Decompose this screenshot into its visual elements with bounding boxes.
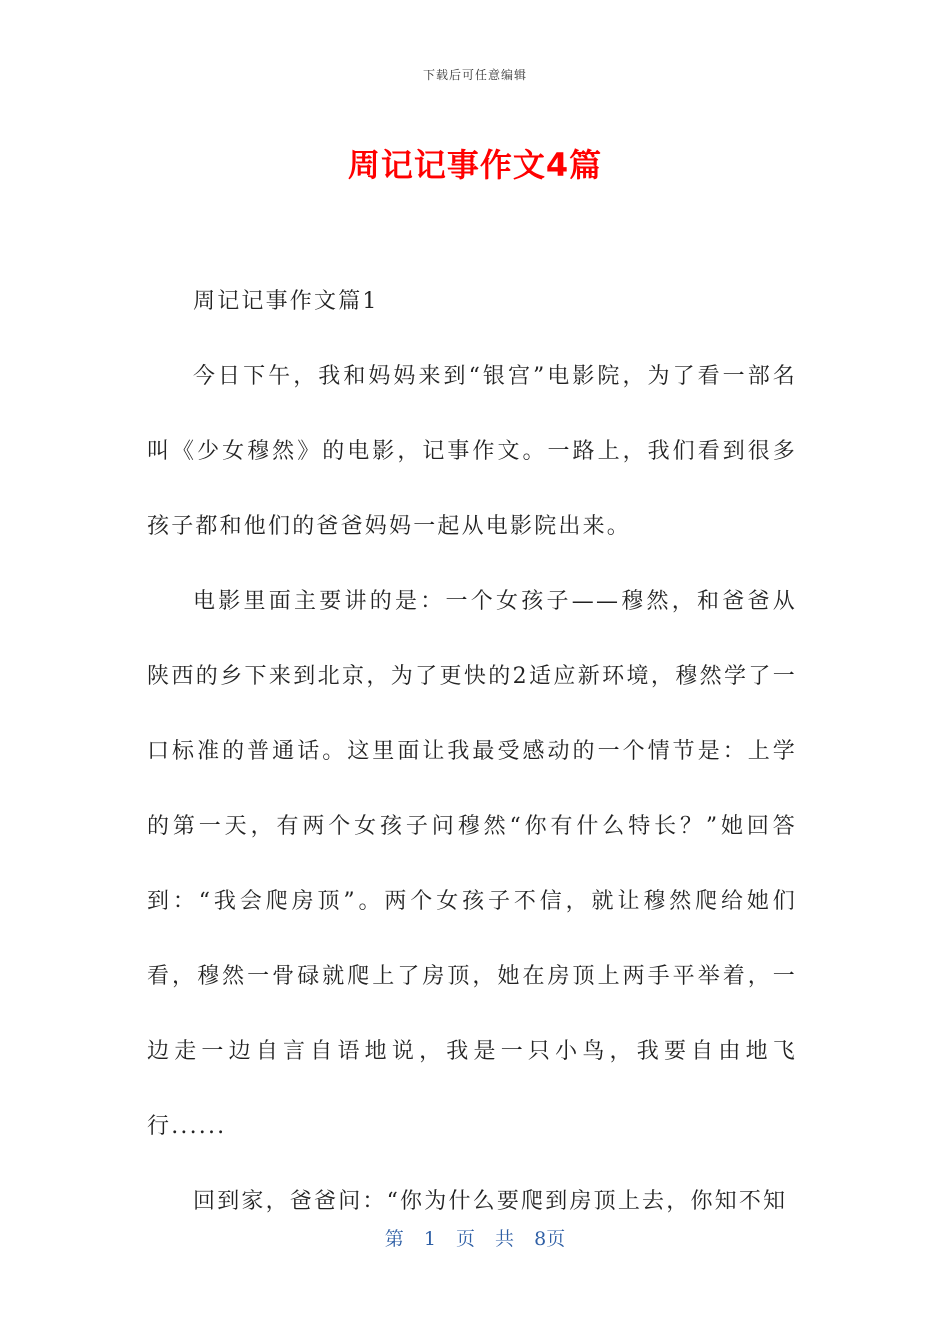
body-paragraph: 回到家，爸爸问：“你为什么要爬到房顶上去，你知不知 xyxy=(193,1189,788,1214)
page-number: 1 xyxy=(423,1228,436,1250)
document-title: 周记记事作文4篇 xyxy=(347,146,603,184)
section-heading: 周记记事作文篇1 xyxy=(193,289,379,314)
page-footer xyxy=(0,1224,950,1251)
document-body xyxy=(147,264,797,1239)
page-label: 第 xyxy=(384,1228,404,1250)
header-note: 下载后可任意编辑 xyxy=(422,68,527,82)
total-label: 共 xyxy=(495,1228,515,1250)
body-paragraph: 电影里面主要讲的是：一个女孩子——穆然，和爸爸从陕西的乡下来到北京，为了更快的2适应新环境，穆然学了一口标准的普通话。这里面让我最受感动的一个情节是：上学的第一天，有两个女孩子问穆然“你有什么特长？”她回答到：“我会爬房顶”。两个女孩子不信，就让穆然爬给她们看，穆然一骨碌就爬上了房顶，她在房顶上两手平举着，一边走一边自言自语地说，我是一只小鸟，我要自由地飞行...... xyxy=(147,589,797,1139)
body-paragraph: 今日下午，我和妈妈来到“银宫”电影院，为了看一部名叫《少女穆然》的电影，记事作文。一路上，我们看到很多孩子都和他们的爸爸妈妈一起从电影院出来。 xyxy=(147,364,797,539)
page-unit: 页 xyxy=(455,1228,475,1250)
total-pages: 8页 xyxy=(534,1228,566,1250)
